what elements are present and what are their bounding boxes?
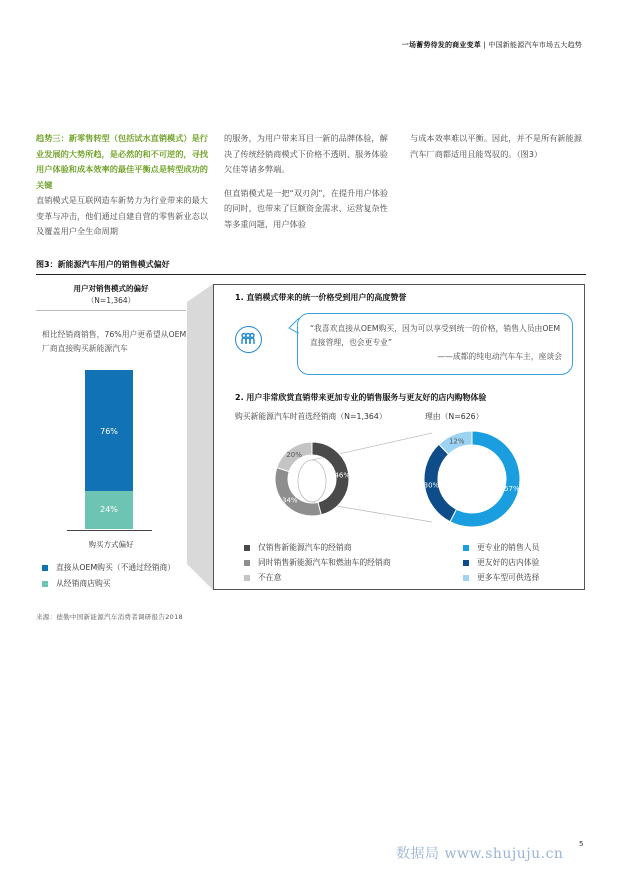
bar-label-dealer: 24% bbox=[100, 505, 118, 514]
donut1-label-2: 20% bbox=[286, 450, 302, 459]
trend-paragraph-4: 与成本效率难以平衡。因此，并不是所有新能源汽车厂商都适用且能驾驭的。（图3） bbox=[410, 133, 582, 159]
trend-paragraph-1: 直销模式是互联网造车新势力为行业带来的最大变革与冲击，他们通过自建自营的零售新业态以及覆盖用户全生命周期 bbox=[36, 195, 208, 236]
header-title: 一场蓄势待发的商业变革 bbox=[401, 41, 481, 49]
legend-swatch bbox=[244, 545, 250, 551]
legend-label: 更友好的店内体验 bbox=[477, 558, 540, 567]
bar-axis-label: 购买方式偏好 bbox=[88, 540, 134, 549]
legend-item-mixed-dealer bbox=[244, 557, 391, 568]
donut2-label: 理由（N=626） bbox=[425, 412, 484, 421]
legend-item-professional-staff bbox=[463, 542, 539, 553]
header-subtitle: 中国新能源汽车市场五大趋势 bbox=[488, 41, 582, 49]
quote-text: “我喜欢直接从OEM购买，因为可以享受到统一的价格，销售人员由OEM直接管理，也会更专业” bbox=[310, 324, 561, 347]
legend-item-more-models bbox=[463, 572, 539, 583]
legend-swatch bbox=[244, 560, 250, 566]
trend-paragraph-3: 但直销模式是一把“双刃剑”，在提升用户体验的同时，也带来了巨额资金需求、运营复杂性等多重问题，用户体验 bbox=[224, 187, 389, 229]
legend-swatch bbox=[463, 545, 469, 551]
donut2-label-0: 57% bbox=[504, 485, 520, 494]
legend-label: 同时销售新能源汽车和燃油车的经销商 bbox=[258, 558, 391, 567]
quote-source: ——成都的纯电动汽车车主，座谈会 bbox=[437, 352, 562, 361]
donut2-label-1: 30% bbox=[423, 481, 440, 490]
figure-title: 图3：新能源汽车用户的销售模式偏好 bbox=[36, 260, 170, 269]
left-chart-sample-size: （N=1,364） bbox=[86, 296, 136, 305]
legend-label: 更多车型可供选择 bbox=[477, 573, 540, 582]
trend-highlight: 趋势三：新零售转型（包括试水直销模式）是行业发展的大势所趋，是必然的和不可逆的，寻找用户体验和成本效率的最佳平衡点是转型成功的关键 bbox=[36, 133, 208, 190]
header-separator: | bbox=[480, 41, 489, 49]
legend-label: 更专业的销售人员 bbox=[477, 543, 540, 552]
legend-label: 不在意 bbox=[258, 573, 282, 582]
donut1-label-1: 34% bbox=[281, 496, 298, 505]
legend-swatch bbox=[244, 575, 250, 581]
legend-label: 从经销商店购买 bbox=[56, 579, 111, 588]
source-note: 来源：德勤中国新能源汽车消费者调研报告2018 bbox=[36, 613, 183, 621]
donut1-label-0: 46% bbox=[334, 471, 351, 480]
left-chart-note: 相比经销商销售，76%用户更希望从OEM厂商直接购买新能源汽车 bbox=[42, 330, 187, 353]
donut2-label-2: 12% bbox=[448, 437, 465, 446]
page-number: 5 bbox=[579, 840, 584, 848]
left-chart-title: 用户对销售模式的偏好 bbox=[73, 284, 149, 293]
legend-label: 仅销售新能源汽车的经销商 bbox=[258, 543, 352, 552]
legend-item-store-experience bbox=[463, 557, 539, 568]
legend-label: 直接从OEM购买（不通过经销商） bbox=[56, 563, 176, 572]
legend-item-ev-dealer bbox=[244, 542, 352, 553]
panel-heading-2: 2. 用户非常欣赏直销带来更加专业的销售服务与更友好的店内购物体验 bbox=[235, 393, 487, 402]
bar-label-oem: 76% bbox=[100, 427, 118, 436]
legend-swatch bbox=[463, 575, 469, 581]
legend-item-no-preference bbox=[244, 572, 281, 583]
panel-heading-1: 1. 直销模式带来的统一价格受到用户的高度赞誉 bbox=[235, 293, 407, 302]
donut1-label: 购买新能源汽车时首选经销商（N=1,364） bbox=[235, 412, 387, 421]
trend-paragraph-2: 的服务，为用户带来耳目一新的品牌体验，解决了传统经销商模式下价格不透明、服务体验欠佳等诸多弊端。 bbox=[224, 133, 388, 174]
legend-swatch bbox=[463, 560, 469, 566]
donut1-slice-1 bbox=[275, 468, 321, 516]
watermark: 数据局 www.shujuju.cn bbox=[396, 846, 564, 862]
